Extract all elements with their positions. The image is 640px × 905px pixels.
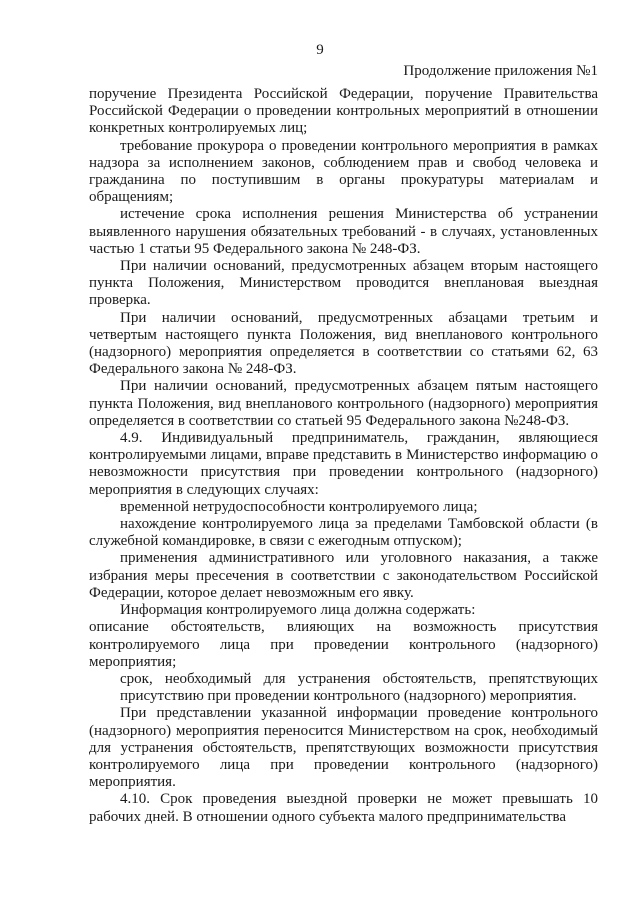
appendix-continuation-note: Продолжение приложения №1: [403, 63, 598, 79]
paragraph: При представлении указанной информации проведение контрольного (надзорного) мероприятия переносится Министерством на срок, необходимый для устранения обстоятельств, препятствующих возможности присутствия контролируемого лица при проведении контрольного (надзорного) мероприятия.: [89, 705, 598, 791]
paragraph: При наличии оснований, предусмотренных абзацами третьим и четвертым настоящего пункта Положения, вид внепланового контрольного (надзорного) мероприятия определяется в соответствии со статьями 62, 63 Федерального закона № 248-ФЗ.: [89, 309, 598, 378]
list-item: временной нетрудоспособности контролируемого лица;: [120, 498, 478, 515]
list-item: описание обстоятельств, влияющих на возможность присутствия контролируемого лица при проведении контрольного (надзорного) мероприятия;: [89, 619, 598, 670]
paragraph: требование прокурора о проведении контрольного мероприятия в рамках надзора за исполнением законов, соблюдением прав и свобод человека и гражданина по поступившим в органы прокуратуры материалам и обращениям;: [89, 137, 598, 206]
paragraph: При наличии оснований, предусмотренных абзацем пятым настоящего пункта Положения, вид внепланового контрольного (надзорного) мероприятия определяется в соответствии со статьей 95 Федерального закона №248-ФЗ.: [89, 378, 598, 429]
paragraph: истечение срока исполнения решения Министерства об устранении выявленного нарушения обязательных требований - в случаях, установленных частью 1 статьи 95 Федерального закона № 248-ФЗ.: [89, 206, 598, 257]
page-number: 9: [316, 42, 324, 58]
paragraph: При наличии оснований, предусмотренных абзацем вторым настоящего пункта Положения, Министерством проводится внеплановая выездная проверка.: [89, 258, 598, 309]
paragraph: поручение Президента Российской Федерации, поручение Правительства Российской Федерации о проведении контрольных мероприятий в отношении конкретных контролируемых лиц;: [89, 86, 598, 137]
paragraph: 4.9. Индивидуальный предприниматель, гражданин, являющиеся контролируемыми лицами, вправе представить в Министерство информацию о невозможности присутствия при проведении контрольного (надзорного) мероприятия в следующих случаях:: [89, 430, 598, 498]
list-item: применения административного или уголовного наказания, а также избрания меры пресечения в соответствии с законодательством Российской Федерации, которое делает невозможным его явку.: [89, 550, 598, 601]
list-item: нахождение контролируемого лица за пределами Тамбовской области (в служебной командировке, в связи с ежегодным отпуском);: [89, 516, 598, 550]
list-item: срок, необходимый для устранения обстоятельств, препятствующих присутствию при проведении контрольного (надзорного) мероприятия.: [120, 670, 598, 705]
paragraph: 4.10. Срок проведения выездной проверки не может превышать 10 рабочих дней. В отношении одного субъекта малого предпринимательства: [89, 791, 598, 825]
paragraph: Информация контролируемого лица должна содержать:: [120, 602, 476, 619]
document-body: [89, 86, 598, 826]
